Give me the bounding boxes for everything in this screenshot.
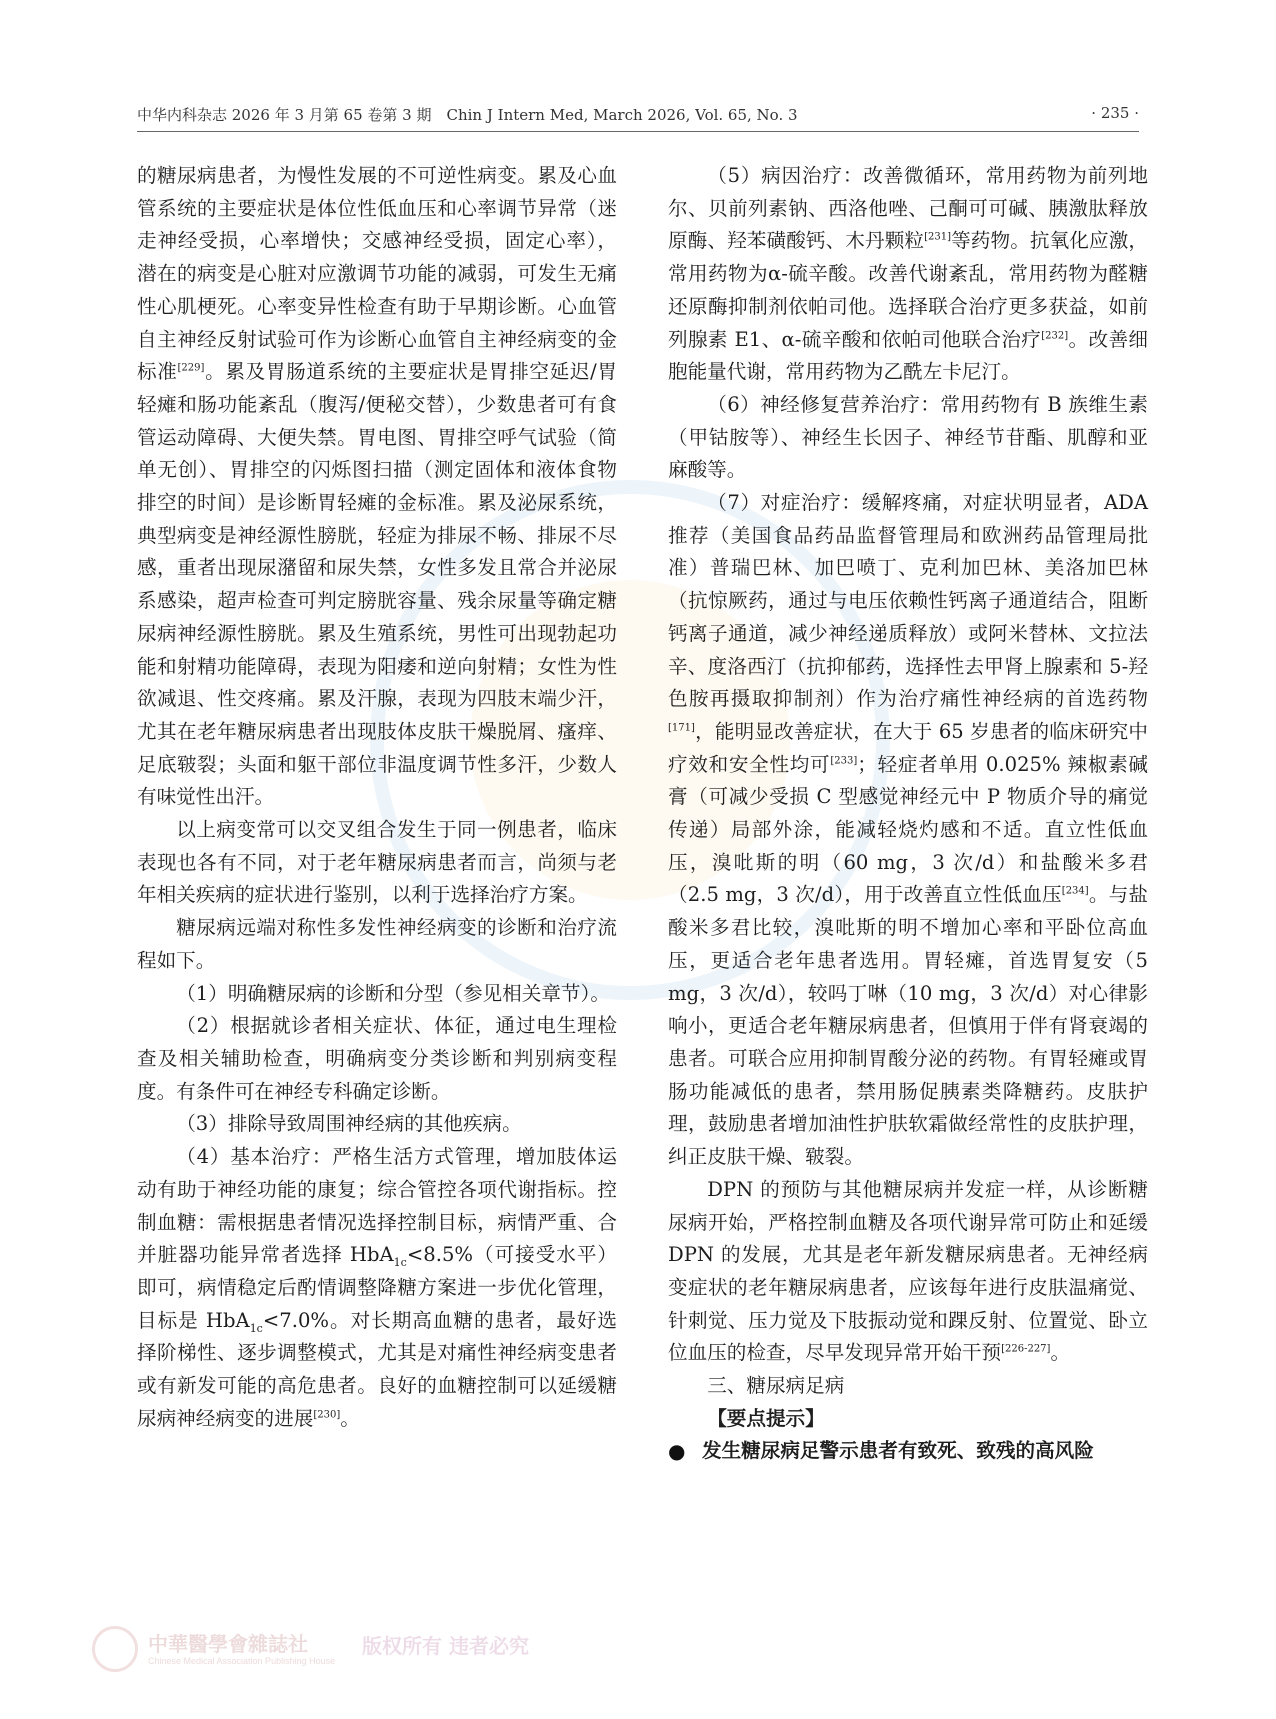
citation-ref: [229] bbox=[177, 362, 205, 374]
text-run: 。累及胃肠道系统的主要症状是胃排空延迟/胃轻瘫和肠功能紊乱（腹泻/便秘交替），少数患者可有食管运动障碍、大便失禁。胃电图、胃排空呼气试验（简单无创）、胃排空的闪烁图扫描（测定固体和液体食物排空的时间）是诊断胃轻瘫的金标准。累及泌尿系统，典型病变是神经源性膀胱，轻症为排尿不畅、排尿不尽感，重者出现尿潴留和尿失禁，女性多发且常合并泌尿系感染，超声检查可判定膀胱容量、残余尿量等确定糖尿病神经源性膀胱。累及生殖系统，男性可出现勃起功能和射精功能障碍，表现为阳痿和逆向射精；女性为性欲减退、性交疼痛。累及汗腺，表现为四肢末端少汗，尤其在老年糖尿病患者出现肢体皮肤干燥脱屑、瘙痒、足底皲裂；头面和躯干部位非温度调节性多汗，少数人有味觉性出汗。 bbox=[137, 360, 617, 809]
text-run: <7.0%。对长期高血糖的患者，最好选择阶梯性、逐步调整模式，尤其是对痛性神经病变患者或有新发可能的高危患者。良好的血糖控制可以延缓糖尿病神经病变的进展 bbox=[137, 1308, 617, 1430]
bullet-text: 发生糖尿病足警示患者有致死、致残的高风险 bbox=[702, 1439, 1094, 1463]
page-number: · 235 · bbox=[1091, 104, 1139, 122]
bullet-dot-icon: ● bbox=[668, 1439, 686, 1464]
rights-notice: 版权所有 违者必究 bbox=[362, 1634, 529, 1658]
text-run: 等药物。抗氧化应激，常用药物为α-硫辛酸。改善代谢紊乱，常用药物为醛糖还原酶抑制剂依帕司他。选择联合治疗更多获益，如前列腺素 E1、α-硫辛酸和依帕司他联合治疗 bbox=[668, 229, 1149, 351]
publisher-name-cn: 中華醫學會雜誌社 bbox=[148, 1632, 308, 1656]
text-run: 。 bbox=[1050, 1341, 1071, 1365]
text-run: 。与盐酸米多君比较，溴吡斯的明不增加心率和平卧位高血压，更适合老年患者选用。胃轻瘫，首选胃复安（5 mg，3 次/d），较吗丁啉（10 mg，3 次/d）对心律影响小，更适合老年糖尿病患者，但慎用于伴有肾衰竭的患者。可联合应用抑制胃酸分泌的药物。有胃轻瘫或胃肠功能减低的患者，禁用肠促胰素类降糖药。皮肤护理，鼓励患者增加油性护肤软霜做经常性的皮肤护理，纠正皮肤干燥、皲裂。 bbox=[668, 883, 1148, 1169]
list-item: （6）神经修复营养治疗：常用药物有 B 族维生素（甲钴胺等）、神经生长因子、神经节苷酯、肌醇和亚麻酸等。 bbox=[668, 392, 1148, 482]
left-column bbox=[137, 160, 617, 1435]
text-run: 。 bbox=[340, 1406, 360, 1430]
citation-ref: [226-227] bbox=[1001, 1343, 1051, 1355]
text-run: ；轻症者单用 0.025% 辣椒素碱膏（可减少受损 C 型感觉神经元中 P 物质介导的痛觉传递）局部外涂，能减轻烧灼感和不适。直立性低血压，溴吡斯的明（60 mg，3 次/d）和盐酸米多君（2.5 mg，3 次/d），用于改善直立性低血压 bbox=[668, 752, 1149, 907]
key-point-bullet bbox=[668, 1435, 1148, 1468]
publisher-logo-icon bbox=[92, 1626, 138, 1672]
citation-ref: [230] bbox=[313, 1409, 341, 1421]
list-item bbox=[668, 160, 1148, 389]
text-run: （4）基本治疗：严格生活方式管理，增加肢体运动有助于神经功能的康复；综合管控各项代谢指标。控制血糖：需根据患者情况选择控制目标，病情严重、合并脏器功能异常者选择 HbA bbox=[137, 1145, 617, 1267]
text-run: 。改善细胞能量代谢，常用药物为乙酰左卡尼汀。 bbox=[668, 327, 1149, 384]
citation-ref: [171] bbox=[668, 722, 695, 734]
key-points-heading: 【要点提示】 bbox=[707, 1406, 825, 1430]
right-column bbox=[668, 160, 1148, 1468]
text-run: （5）病因治疗：改善微循环，常用药物为前列地尔、贝前列素钠、西洛他唑、己酮可可碱、胰激肽释放原酶、羟苯磺酸钙、木丹颗粒 bbox=[668, 164, 1148, 253]
text-run: DPN 的预防与其他糖尿病并发症一样，从诊断糖尿病开始，严格控制血糖及各项代谢异常可防止和延缓 DPN 的发展，尤其是老年新发糖尿病患者。无神经病变症状的老年糖尿病患者，应该每年进行皮肤温痛觉、针刺觉、压力觉及下肢振动觉和踝反射、位置觉、卧立位血压的检查，尽早发现异常开始干预 bbox=[668, 1177, 1148, 1365]
paragraph: 以上病变常可以交叉组合发生于同一例患者，临床表现也各有不同，对于老年糖尿病患者而言，尚须与老年相关疾病的症状进行鉴别，以利于选择治疗方案。 bbox=[137, 818, 617, 907]
list-item bbox=[668, 487, 1148, 1174]
text-run: <8.5%（可接受水平）即可，病情稳定后酌情调整降糖方案进一步优化管理，目标是 HbA bbox=[137, 1243, 617, 1332]
publisher-watermark bbox=[92, 1622, 529, 1682]
section-heading: 三、糖尿病足病 bbox=[707, 1374, 845, 1398]
text-run: ，能明显改善症状，在大于 65 岁患者的临床研究中疗效和安全性均可 bbox=[668, 719, 1148, 776]
list-item: （2）根据就诊者相关症状、体征，通过电生理检查及相关辅助检查，明确病变分类诊断和判别病变程度。有条件可在神经专科确定诊断。 bbox=[137, 1014, 617, 1103]
citation-ref: [234] bbox=[1061, 885, 1089, 897]
list-item bbox=[137, 1141, 617, 1435]
text-run: （7）对症治疗：缓解疼痛，对症状明显者，ADA 推荐（美国食品药品监督管理局和欧洲药品管理局批准）普瑞巴林、加巴喷丁、克利加巴林、美洛加巴林（抗惊厥药，通过与电压依赖性钙离子通道结合，阻断钙离子通道，减少神经递质释放）或阿米替林、文拉法辛、度洛西汀（抗抑郁药，选择性去甲肾上腺素和 5-羟色胺再摄取抑制剂）作为治疗痛性神经病的首选药物 bbox=[668, 491, 1148, 711]
journal-citation: 中华内科杂志 2026 年 3 月第 65 卷第 3 期 Chin J Intern Med, March 2026, Vol. 65, No. 3 bbox=[137, 106, 798, 124]
subscript: 1c bbox=[249, 1321, 263, 1335]
list-item: （1）明确糖尿病的诊断和分型（参见相关章节）。 bbox=[176, 981, 610, 1005]
citation-ref: [231] bbox=[924, 231, 951, 243]
text-run: 的糖尿病患者，为慢性发展的不可逆性病变。累及心血管系统的主要症状是体位性低血压和心率调节异常（迷走神经受损，心率增快；交感神经受损，固定心率），潜在的病变是心脏对应激调节功能的减弱，可发生无痛性心肌梗死。心率变异性检查有助于早期诊断。心血管自主神经反射试验可作为诊断心血管自主神经病变的金标准 bbox=[137, 164, 617, 384]
paragraph bbox=[137, 160, 617, 814]
paragraph bbox=[668, 1174, 1148, 1370]
list-item: （3）排除导致周围神经病的其他疾病。 bbox=[176, 1112, 522, 1136]
citation-ref: [233] bbox=[830, 755, 858, 767]
paragraph: 糖尿病远端对称性多发性神经病变的诊断和治疗流程如下。 bbox=[137, 916, 617, 972]
publisher-name-en: Chinese Medical Association Publishing House bbox=[148, 1656, 336, 1666]
citation-ref: [232] bbox=[1041, 329, 1069, 341]
header-rule bbox=[137, 131, 1139, 132]
subscript: 1c bbox=[393, 1256, 407, 1270]
running-header bbox=[137, 104, 1139, 126]
